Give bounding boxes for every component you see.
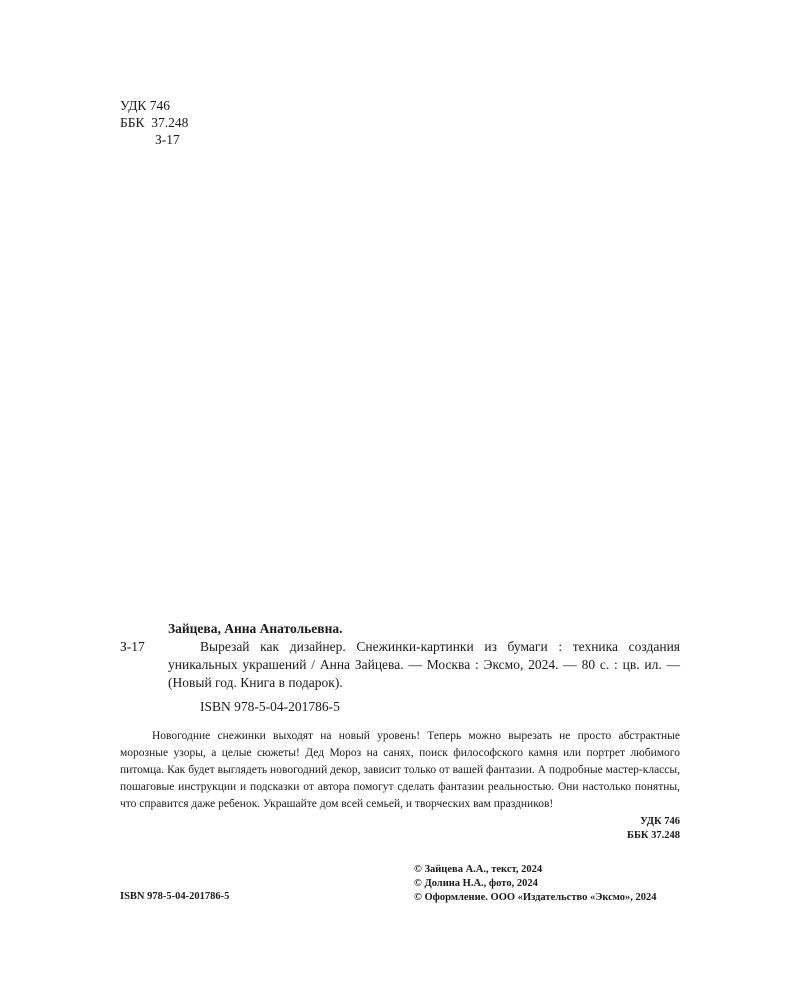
bbk-code: ББК 37.248	[120, 115, 189, 130]
card-body	[120, 638, 680, 716]
bottom-classification	[627, 815, 680, 843]
top-classification	[120, 97, 188, 148]
udk-code: УДК 746	[120, 98, 171, 113]
author-heading: Зайцева, Анна Анатольевна.	[168, 621, 343, 636]
title-entry: Вырезай как дизайнер. Снежинки-картинки из бумаги : техника создания уникальных украшений / Анна Зайцева. — Москва : Эксмо, 2024. — 80 с. : цв. ил. — (Новый год. Книга в подарок).	[168, 639, 680, 690]
bottom-udk-code: УДК 746	[640, 816, 680, 827]
annotation-text: Новогодние снежинки выходят на новый уровень! Теперь можно вырезать не просто абстрактные морозные узоры, а целые сюжеты! Дед Мороз на санях, поиск философского камня или портрет любимого питомца. Как будет выглядеть новогодний декор, зависит только от вашей фантазии. А подробные мастер-классы, пошаговые инструкции и подсказки от автора помогут сделать фантазии реальностью. Они настолько понятны, что справится даже ребенок. Украшайте дом всей семьей, и творческих вам праздников!	[120, 730, 680, 810]
copyright-text: © Зайцева А.А., текст, 2024	[414, 864, 543, 875]
copyright-design: © Оформление. ООО «Издательство «Эксмо», 2024	[414, 892, 657, 903]
isbn-footer: ISBN 978-5-04-201786-5	[120, 891, 230, 902]
card-author-mark: З-17	[120, 639, 145, 654]
catalog-card	[120, 620, 680, 813]
bottom-bbk-code: ББК 37.248	[627, 830, 680, 841]
card-isbn: ISBN 978-5-04-201786-5	[200, 699, 340, 714]
author-mark: З-17	[155, 132, 180, 147]
copyright-photo: © Долина Н.А., фото, 2024	[414, 878, 538, 889]
annotation	[120, 728, 680, 813]
copyright-block	[414, 863, 657, 905]
